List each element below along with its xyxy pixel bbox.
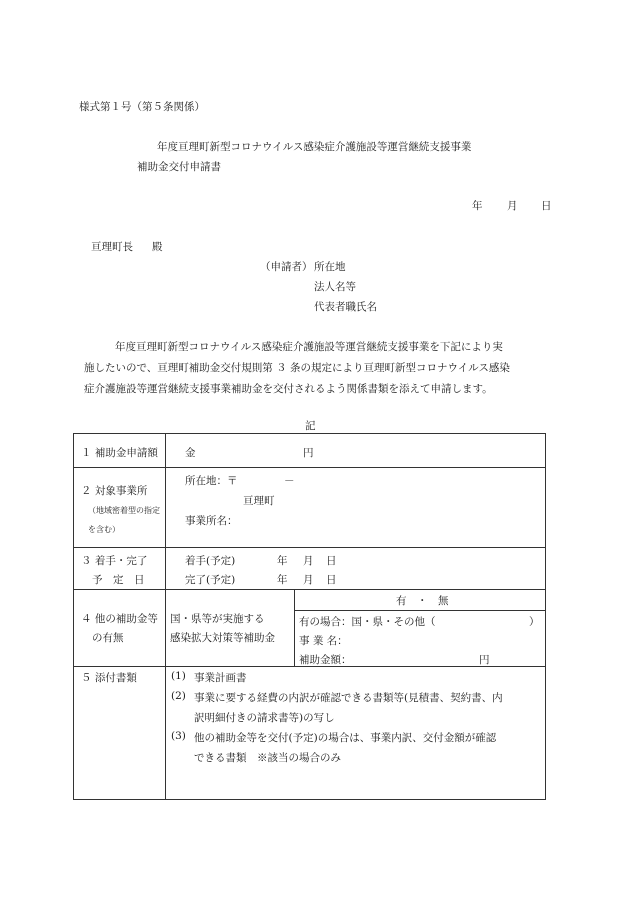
end-month: 月: [303, 574, 314, 586]
project-name-label: 事 業 名：: [299, 635, 348, 647]
start-label: 着手(予定): [185, 555, 236, 567]
attachment-2-num: (2): [171, 690, 186, 702]
applicant-corporation-label: 法人名等: [314, 281, 356, 293]
subsidy-amount-label: １ 補助金申請額: [81, 447, 158, 459]
attachment-1-num: (1): [171, 670, 186, 682]
attachment-1-line-1: 事業計画書: [194, 672, 247, 684]
case-line-close: ）: [529, 616, 540, 628]
application-table: [73, 433, 546, 800]
office-name-label: 事業所名：: [185, 515, 238, 527]
attachment-2-line-1: 事業に要する経費の内訳が確認できる書類等(見積書、契約書、内: [194, 692, 503, 704]
row-other-subsidy-top: [74, 590, 546, 611]
form-number: 様式第１号（第５条関係）: [79, 101, 205, 113]
target-office-note-1: （地域密着型の指定: [88, 506, 160, 515]
schedule-label-2: 予 定 日: [92, 574, 145, 586]
schedule-label-1: ３ 着手・完了: [81, 555, 148, 567]
title-line-2: 補助金交付申請書: [137, 161, 221, 173]
date-year: 年: [472, 200, 483, 212]
start-year: 年: [277, 555, 288, 567]
attachment-3-line-1: 他の補助金等を交付(予定)の場合は、事業内訳、交付金額が確認: [194, 732, 497, 744]
target-office-note-2: を含む）: [88, 525, 120, 534]
applicant-label: （申請者）: [260, 261, 313, 273]
end-year: 年: [277, 574, 288, 586]
body-line-1: 年度亘理町新型コロナウイルス感染症介護施設等運営継続支援事業を下記により実: [115, 341, 503, 353]
body-line-2: 施したいので、亘理町補助金交付規則第 ３ 条の規定により亘理町新型コロナウイルス感染: [84, 362, 510, 374]
attachment-3-line-2: できる書類 ※該当の場合のみ: [194, 752, 341, 764]
other-subsidy-label-2: の有無: [92, 632, 124, 644]
addressee-honorific: 殿: [152, 241, 163, 253]
office-town: 亘理町: [243, 495, 275, 507]
addressee-name: 亘理町長: [91, 241, 133, 253]
subsidy-amount-field-label: 補助金額：: [299, 654, 352, 666]
target-office-label: ２ 対象事業所: [81, 485, 148, 497]
title-line-1: 年度亘理町新型コロナウイルス感染症介護施設等運営継続支援事業: [157, 141, 472, 153]
row-attachments: [74, 667, 546, 800]
applicant-address-label: 所在地: [314, 261, 346, 273]
body-line-3: 症介護施設等運営継続支援事業補助金を交付されるよう関係書類を添えて申請します。: [84, 383, 493, 395]
row-schedule: [74, 548, 546, 590]
date-day: 日: [541, 200, 552, 212]
attachment-2-line-2: 訳明細付きの請求書等)の写し: [194, 712, 335, 724]
yes-no-choice: 有 ・ 無: [396, 595, 449, 607]
attachments-label: ５ 添付書類: [81, 672, 137, 684]
other-subsidy-desc-1: 国・県等が実施する: [170, 613, 265, 625]
office-address-label: 所在地：〒: [185, 475, 238, 487]
application-body: [84, 337, 550, 400]
subsidy-amount-yen: 円: [479, 654, 490, 666]
start-day: 日: [326, 555, 337, 567]
end-label: 完了(予定): [185, 574, 236, 586]
case-line-label: 有の場合：国・県・その他（: [299, 616, 436, 628]
amount-kin: 金: [185, 447, 196, 459]
ki-heading: 記: [305, 420, 316, 432]
start-month: 月: [303, 555, 314, 567]
end-day: 日: [326, 574, 337, 586]
attachment-3-num: (3): [171, 730, 186, 742]
applicant-representative-label: 代表者職氏名: [314, 301, 377, 313]
date-month: 月: [507, 200, 518, 212]
amount-yen: 円: [303, 447, 314, 459]
row-subsidy-amount: [74, 434, 546, 468]
other-subsidy-label-1: ４ 他の補助金等: [81, 613, 158, 625]
row-target-office: [74, 468, 546, 548]
other-subsidy-desc-2: 感染拡大対策等補助金: [170, 632, 275, 644]
postal-dash: －: [284, 475, 295, 487]
